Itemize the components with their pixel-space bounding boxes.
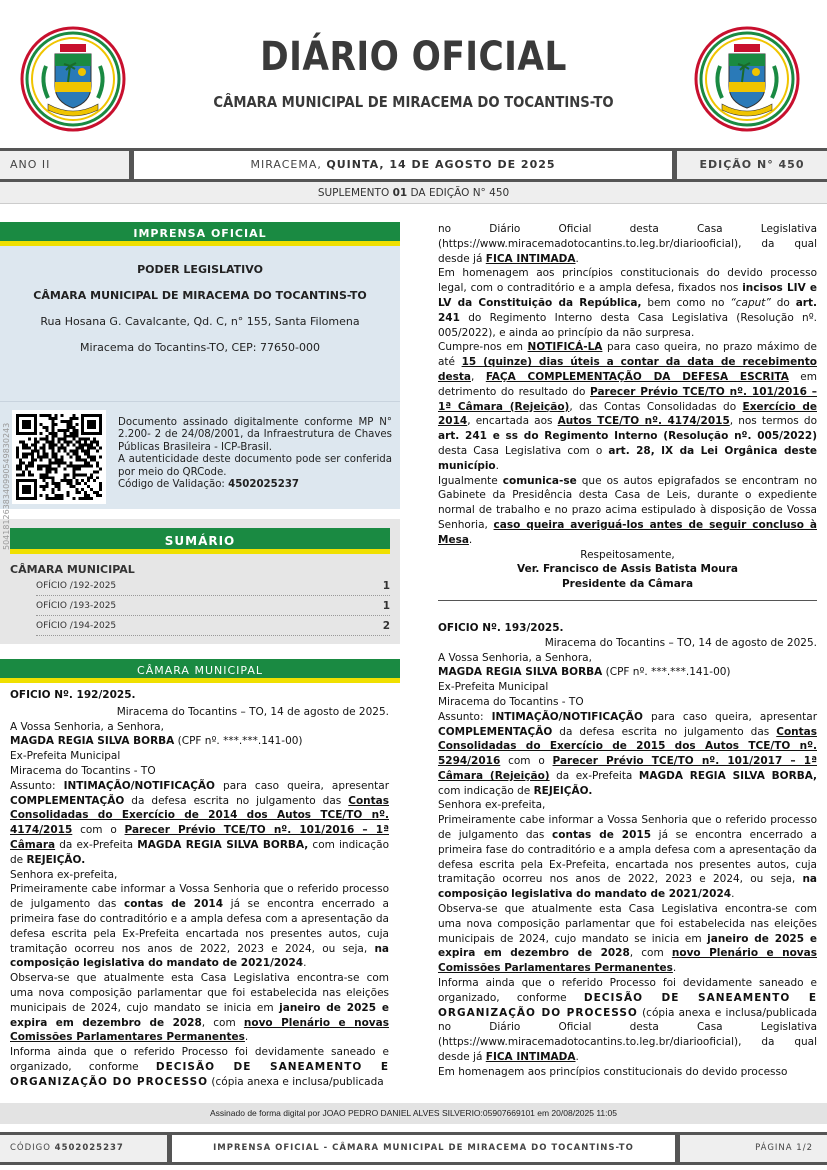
validation-text bbox=[118, 417, 392, 491]
greeting: Senhora ex-prefeita, bbox=[10, 868, 118, 881]
summary-item-page: 1 bbox=[382, 600, 390, 612]
right-column bbox=[438, 222, 817, 1080]
signed-text: Documento assinado digitalmente conforme MP N° 2.200- 2 de 24/08/2001, da Infraestrutura de Chaves Públicas Brasileira - ICP-Brasil. bbox=[118, 417, 392, 453]
recipient bbox=[10, 734, 389, 749]
recipient-place: Miracema do Tocantins - TO bbox=[438, 695, 584, 708]
summary-section: CÂMARA MUNICIPAL bbox=[10, 563, 135, 576]
supplement-suffix: DA EDIÇÃO N° 450 bbox=[410, 187, 510, 199]
masthead bbox=[0, 0, 827, 148]
footer-title: IMPRENSA OFICIAL - CÂMARA MUNICIPAL DE MIRACEMA DO TOCANTINS-TO bbox=[172, 1135, 680, 1162]
supplement-row bbox=[0, 182, 827, 204]
validation-code: 4502025237 bbox=[228, 479, 299, 491]
salutation: A Vossa Senhoria, a Senhora, bbox=[438, 651, 592, 664]
summary-header: SUMÁRIO bbox=[10, 528, 390, 554]
summary-item-label: OFÍCIO /194-2025 bbox=[36, 621, 117, 631]
section-header: CÂMARA MUNICIPAL bbox=[0, 659, 400, 683]
dateline: Miracema do Tocantins – TO, 14 de agosto de 2025. bbox=[116, 705, 389, 718]
summary-item-page: 2 bbox=[382, 620, 390, 632]
paragraph-2: Observa-se que atualmente esta Casa Legislativa encontra-se com uma nova composição parlamentar que foi estabelecida nas eleições municipais de 2024, cujo mandato se inicia em janeiro de 2025 e expira em dezembro de 2028, com novo Plenário e novas Comissões Parlamentares Permanentes. bbox=[10, 972, 389, 1044]
summary-item[interactable] bbox=[36, 596, 390, 616]
communicate-paragraph: Igualmente comunica-se que os autos epigrafados se encontram no Gabinete da Presidência desta Casa de Leis, durante o expediente normal de trabalho e no prazo acima estipulado à disposição de Vossa Senhoria, caso queira averiguá-los antes de seguir concluso à Mesa. bbox=[438, 474, 817, 546]
recipient-cpf: (CPF nº. ***.***.141-00) bbox=[177, 735, 303, 748]
oficio-title: OFICIO Nº. 192/2025. bbox=[10, 689, 136, 701]
homage-paragraph: Em homenagem aos princípios constitucionais do devido processo legal, com o contraditório e a ampla defesa, fixados nos incisos LIV e LV da Constituição da República, bem como no “caput” do art. 241 do Regimento Interno desta Casa Legislativa (Resolução nº. 005/2022), e ainda ao princípio da não surpresa. bbox=[438, 267, 818, 339]
recipient-role: Ex-Prefeita Municipal bbox=[10, 750, 121, 763]
summary-panel bbox=[0, 519, 400, 644]
address-label: Rua Hosana G. Cavalcante, Qd. C, n° 155, Santa Filomena bbox=[40, 315, 360, 328]
validation-panel bbox=[0, 401, 400, 509]
side-code: 5041812638340990549830243 bbox=[2, 422, 11, 550]
footer-code-label: CÓDIGO bbox=[10, 1143, 51, 1153]
signer-role: Presidente da Câmara bbox=[561, 578, 694, 591]
validation-code-line bbox=[118, 479, 392, 491]
summary-item[interactable] bbox=[36, 576, 390, 596]
supplement-prefix: SUPLEMENTO bbox=[317, 187, 390, 199]
salutation: A Vossa Senhoria, a Senhora, bbox=[10, 720, 164, 733]
greeting: Senhora ex-prefeita, bbox=[438, 799, 546, 812]
municipal-seal-icon bbox=[20, 26, 126, 132]
continuation: no Diário Oficial desta Casa Legislativa (https://www.miracemadotocantins.to.leg.br/diariooficial), da qual desde já FICA INTIMADA. bbox=[438, 223, 817, 265]
imprensa-header: IMPRENSA OFICIAL bbox=[0, 222, 400, 246]
summary-item-label: OFÍCIO /192-2025 bbox=[36, 581, 117, 591]
summary-item-page: 1 bbox=[382, 580, 390, 592]
paragraph-3: Informa ainda que o referido Processo foi devidamente saneado e organizado, conforme DECISÃO DE SANEAMENTO E ORGANIZAÇÃO DO PROCESSO (cópia anexa e inclusa/publicada no Diário Oficial desta Casa Legislativa (https://www.miracemadotocantins.to.leg.br/diariooficial), da qual desde já FICA INTIMADA. bbox=[438, 977, 818, 1064]
page-title: DIÁRIO OFICIAL bbox=[260, 34, 567, 80]
house-label: CÂMARA MUNICIPAL DE MIRACEMA DO TOCANTINS-TO bbox=[33, 289, 367, 302]
edition-city: MIRACEMA, bbox=[250, 158, 322, 171]
recipient-cpf: (CPF nº. ***.***.141-00) bbox=[605, 666, 731, 679]
paragraph-2: Observa-se que atualmente esta Casa Legislativa encontra-se com uma nova composição parlamentar que foi estabelecida nas eleições municipais de 2024, cujo mandato se inicia em janeiro de 2025 e expira em dezembro de 2028, com novo Plenário e novas Comissões Parlamentares Permanentes. bbox=[438, 903, 817, 975]
notify-paragraph: Cumpre-nos em NOTIFICÁ-LA para caso queira, no prazo máximo de até 15 (quinze) dias úteis a contar da data de recebimento desta, FAÇA COMPLEMENTAÇÃO DA DEFESA ESCRITA em detrimento do resultado do Parecer Prévio TCE/TO nº. 101/2016 – 1ª Câmara (Rejeição), das Contas Consolidadas do Exercício de 2014, encartada aos Autos TCE/TO nº. 4174/2015, nos termos do art. 241 e ss do Regimento Interno (Resolução nº. 005/2022) desta Casa Legislativa com o art. 28, IX da Lei Orgânica deste município. bbox=[438, 341, 818, 472]
recipient bbox=[438, 665, 817, 680]
footer-code-value: 4502025237 bbox=[54, 1143, 124, 1153]
imprensa-panel bbox=[0, 246, 400, 401]
paragraph-4: Em homenagem aos princípios constitucionais do devido processo bbox=[438, 1065, 788, 1078]
oficio-title: OFICIO Nº. 193/2025. bbox=[438, 621, 564, 634]
recipient-name: MAGDA REGIA SILVA BORBA bbox=[10, 735, 175, 748]
page-footer bbox=[0, 1132, 827, 1165]
edition-date-text: QUINTA, 14 DE AGOSTO DE 2025 bbox=[326, 158, 556, 171]
paragraph-1: Primeiramente cabe informar a Vossa Senhoria que o referido processo de julgamento das contas de 2014 já se encontra encerrado a primeira fase do contraditório e a ampla defesa com a apresentação da defesa escrita pela Ex-Prefeita encartada nos presentes autos, cuja tramitação ocorreu nos anos de 2022, 2023 e 2024, ou seja, na composição legislativa do mandato de 2021/2024. bbox=[10, 883, 390, 970]
power-label: PODER LEGISLATIVO bbox=[137, 263, 263, 276]
digital-signature: Assinado de forma digital por JOAO PEDRO DANIEL ALVES SILVERIO:05907669101 em 20/08/2025 11:05 bbox=[0, 1103, 827, 1124]
paragraph-1: Primeiramente cabe informar a Vossa Senhoria que o referido processo de julgamento das contas de 2015 já se encontra encerrado a primeira fase do contraditório e a ampla defesa com a apresentação da defesa escrita pela Ex-Prefeita, encartada nos presentes autos, cuja tramitação ocorreu nos anos de 2022, 2023 e 2024, ou seja, na composição legislativa do mandato de 2021/2024. bbox=[438, 814, 818, 901]
signer-name: Ver. Francisco de Assis Batista Moura bbox=[517, 563, 738, 576]
edition-number: EDIÇÃO N° 450 bbox=[699, 158, 805, 171]
dateline: Miracema do Tocantins – TO, 14 de agosto de 2025. bbox=[544, 636, 817, 649]
supplement-number: 01 bbox=[392, 187, 408, 199]
recipient-role: Ex-Prefeita Municipal bbox=[438, 681, 549, 694]
city-cep-label: Miracema do Tocantins-TO, CEP: 77650-000 bbox=[80, 341, 320, 354]
municipal-seal-icon bbox=[694, 26, 800, 132]
edition-bar bbox=[0, 148, 827, 182]
oficio-192 bbox=[10, 688, 389, 1090]
footer-code bbox=[0, 1135, 172, 1162]
edition-date bbox=[134, 151, 677, 179]
auth-text: A autenticidade deste documento pode ser conferida por meio do QRCode. bbox=[118, 454, 392, 478]
assunto: Assunto: INTIMAÇÃO/NOTIFICAÇÃO para caso queira, apresentar COMPLEMENTAÇÃO da defesa escrita no julgamento das Contas Consolidadas do Exercício de 2015 dos Autos TCE/TO nº. 5294/2016 com o Parecer Prévio TCE/TO nº. 101/2017 – 1ª Câmara (Rejeição) da ex-Prefeita MAGDA REGIA SILVA BORBA, com indicação de REJEIÇÃO. bbox=[438, 710, 818, 797]
recipient-place: Miracema do Tocantins - TO bbox=[10, 764, 156, 777]
left-sidebar bbox=[0, 222, 400, 683]
summary-item-label: OFÍCIO /193-2025 bbox=[36, 601, 117, 611]
assunto: Assunto: INTIMAÇÃO/NOTIFICAÇÃO para caso queira, apresentar COMPLEMENTAÇÃO da defesa escrita no julgamento das Contas Consolidadas do Exercício de 2014 dos Autos TCE/TO nº. 4174/2015 com o Parecer Prévio TCE/TO nº. 101/2016 – 1ª Câmara da ex-Prefeita MAGDA REGIA SILVA BORBA, com indicação de REJEIÇÃO. bbox=[10, 779, 390, 866]
paragraph-3: Informa ainda que o referido Processo foi devidamente saneado e organizado, conforme DECISÃO DE SANEAMENTO E ORGANIZAÇÃO DO PROCESSO (cópia anexa e inclusa/publicada bbox=[10, 1046, 390, 1088]
summary-item[interactable] bbox=[36, 616, 390, 636]
validation-label: Código de Validação: bbox=[118, 479, 225, 491]
divider bbox=[438, 600, 817, 601]
closing: Respeitosamente, bbox=[580, 548, 675, 561]
recipient-name: MAGDA REGIA SILVA BORBA bbox=[438, 666, 603, 679]
page-subtitle: CÂMARA MUNICIPAL DE MIRACEMA DO TOCANTINS-TO bbox=[213, 93, 614, 111]
edition-year: ANO II bbox=[0, 151, 134, 179]
qrcode-icon[interactable] bbox=[12, 410, 106, 504]
footer-page: PÁGINA 1/2 bbox=[755, 1143, 813, 1153]
